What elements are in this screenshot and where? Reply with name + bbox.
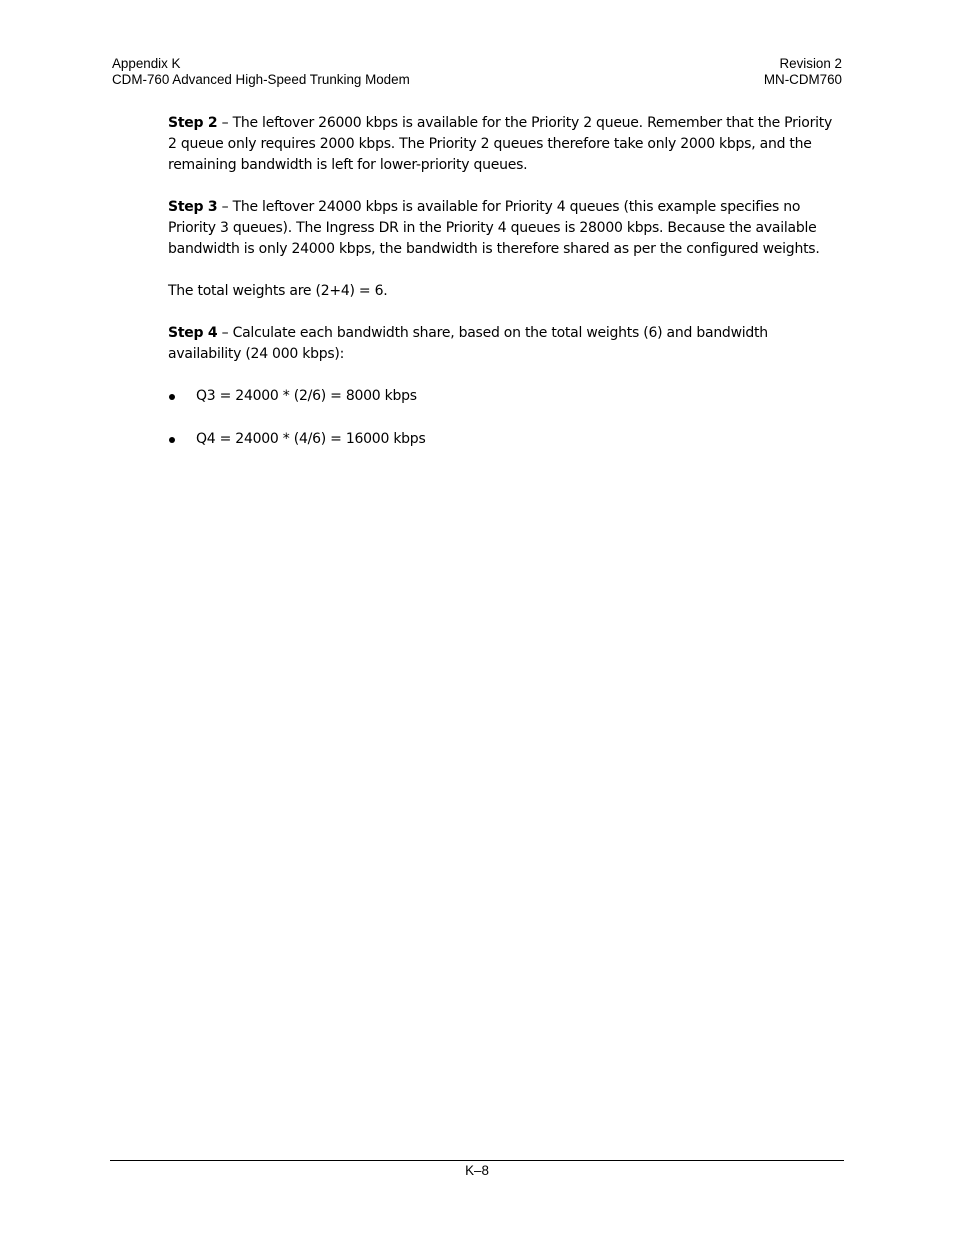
page-content	[168, 113, 844, 472]
step4-label: Step 4	[168, 325, 218, 341]
total-weights-paragraph: The total weights are (2+4) = 6.	[168, 283, 388, 299]
manual-number: MN-CDM760	[763, 72, 842, 87]
step2-text: – The leftover 26000 kbps is available for the Priority 2 queue. Remember that the Priority 2 queue only requires 2000 kbps. The Priority 2 queues therefore take only 2000 kbps, and the remaining bandwidth is left for lower-priority queues.	[168, 115, 833, 173]
q4-share-text: Q4 = 24000 * (4/6) = 16000 kbps	[196, 431, 426, 447]
bandwidth-share-list	[168, 386, 844, 450]
list-item	[168, 386, 844, 407]
step3-label: Step 3	[168, 199, 218, 215]
step3-paragraph	[168, 197, 844, 260]
footer-divider	[110, 1160, 844, 1161]
step3-text: – The leftover 24000 kbps is available for Priority 4 queues (this example specifies no Priority 3 queues). The Ingress DR in the Priority 4 queues is 28000 kbps. Because the available bandwidth is only 24000 kbps, the bandwidth is therefore shared as per the configured weights.	[168, 199, 820, 257]
header-left	[112, 56, 410, 88]
list-item	[168, 429, 844, 450]
header-right	[764, 56, 842, 88]
step4-paragraph	[168, 323, 844, 365]
document-title: CDM-760 Advanced High-Speed Trunking Modem	[112, 72, 410, 87]
page-number: K–8	[465, 1163, 489, 1178]
appendix-label: Appendix K	[112, 56, 181, 71]
bullet-icon	[169, 394, 175, 400]
bullet-icon	[169, 437, 175, 443]
step2-label: Step 2	[168, 115, 218, 131]
revision-label: Revision 2	[779, 56, 842, 71]
q3-share-text: Q3 = 24000 * (2/6) = 8000 kbps	[196, 388, 417, 404]
step2-paragraph	[168, 113, 844, 176]
step4-text: – Calculate each bandwidth share, based on the total weights (6) and bandwidth availability (24 000 kbps):	[168, 325, 768, 362]
